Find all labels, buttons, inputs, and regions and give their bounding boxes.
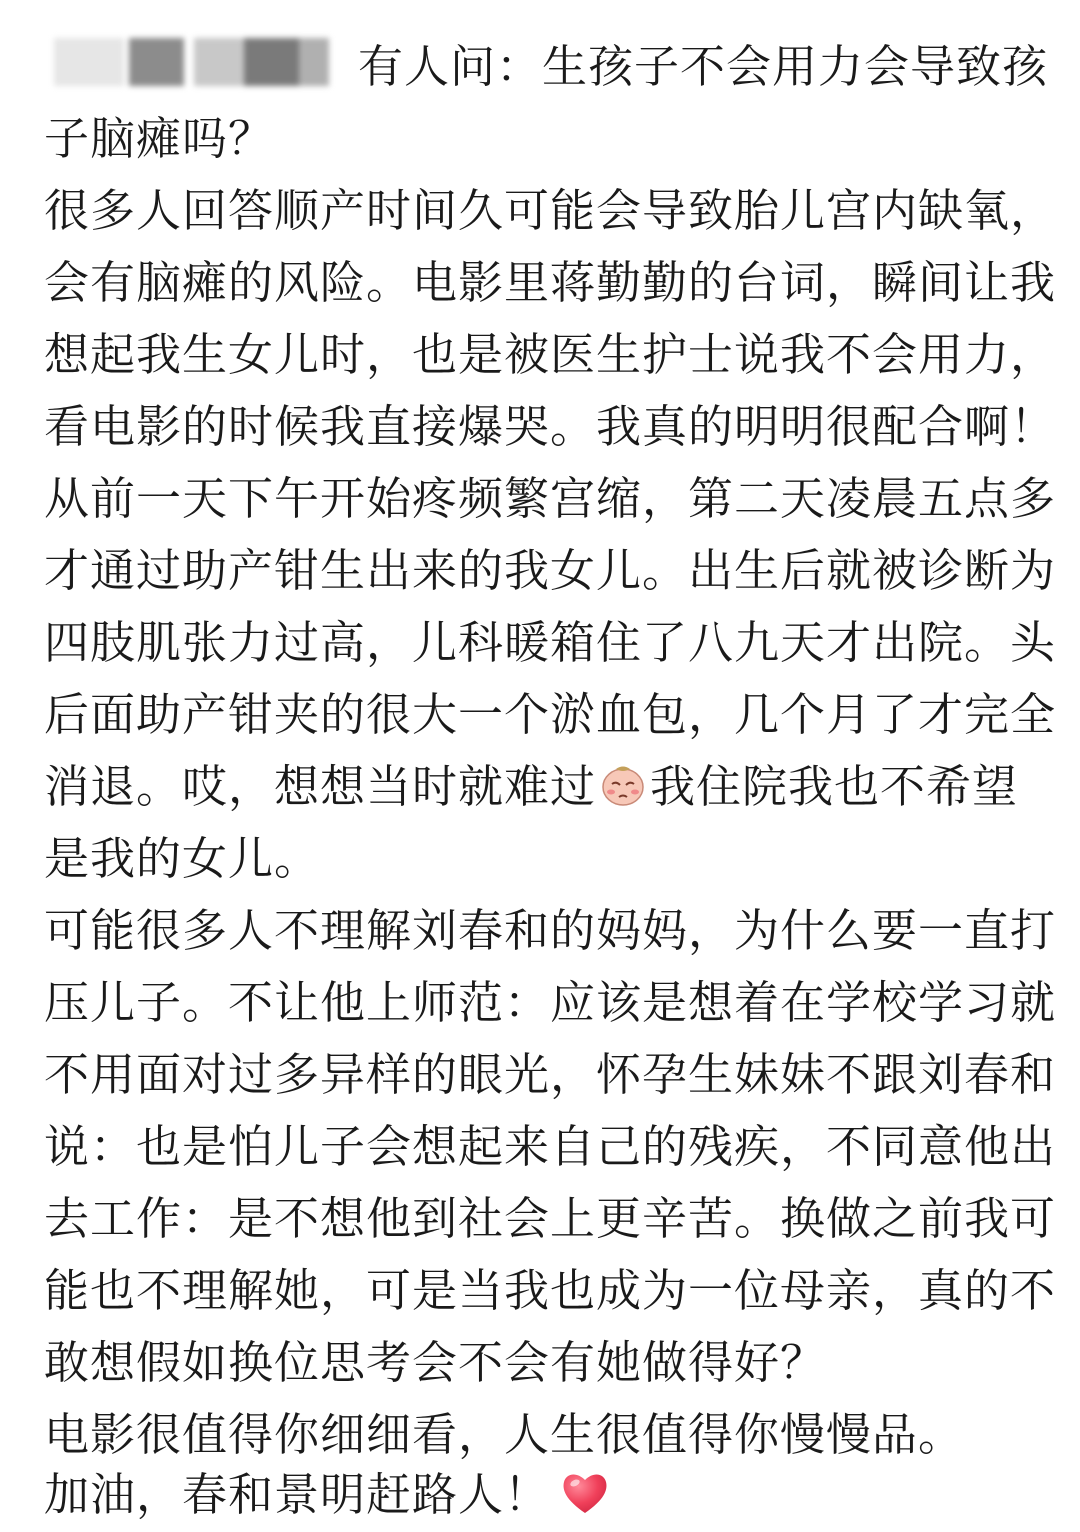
post-text-line: 从前一天下午开始疼频繁宫缩，第二天凌晨五点多 [44,472,1057,525]
post-text-line: 压儿子。不让他上师范：应该是想着在学校学习就 [44,976,1057,1029]
post-text-line: 想起我生女儿时，也是被医生护士说我不会用力， [44,328,1057,381]
post-text-line: 有人问：生孩子不会用力会导致孩 [358,40,1049,93]
post-text-line: 看电影的时候我直接爆哭。我真的明明很配合啊！ [44,400,1057,453]
post-text-line: 子脑瘫吗？ [44,112,275,165]
sad-face-icon [600,762,646,808]
post-text-line: 去工作：是不想他到社会上更辛苦。换做之前我可 [44,1192,1057,1245]
post-text-line: 不用面对过多异样的眼光，怀孕生妹妹不跟刘春和 [44,1048,1057,1101]
post-text-fragment: 我住院我也不希望 [650,760,1019,813]
post-text-line: 会有脑瘫的风险。电影里蒋勤勤的台词，瞬间让我 [44,256,1057,309]
post-text-line: 可能很多人不理解刘春和的妈妈，为什么要一直打 [44,904,1057,957]
post-text-line: 才通过助产钳生出来的我女儿。出生后就被诊断为 [44,544,1057,597]
post-text-line: 四肢肌张力过高，儿科暖箱住了八九天才出院。头 [44,616,1057,669]
post-text-line: 能也不理解她，可是当我也成为一位母亲，真的不 [44,1264,1057,1317]
post-text-line: 说：也是怕儿子会想起来自己的残疾，不同意他出 [44,1120,1057,1173]
post-text-fragment: 消退。哎，想想当时就难过 [44,760,597,813]
post-text-fragment: 加油，春和景明赶路人！ [44,1468,551,1521]
post-text-line: 后面助产钳夹的很大一个淤血包，几个月了才完全 [44,688,1057,741]
post-text-line: 很多人回答顺产时间久可能会导致胎儿宫内缺氧， [44,184,1057,237]
post-text-line-with-heart [44,1460,610,1530]
post-text-line: 敢想假如换位思考会不会有她做得好？ [44,1336,827,1389]
heart-icon [560,1470,610,1516]
post-text-line-with-emoji [44,752,1018,822]
redacted-username [44,30,334,94]
post-text-line: 电影很值得你细细看，人生很值得你慢慢品。 [44,1408,965,1461]
post-text-line: 是我的女儿。 [44,832,321,885]
